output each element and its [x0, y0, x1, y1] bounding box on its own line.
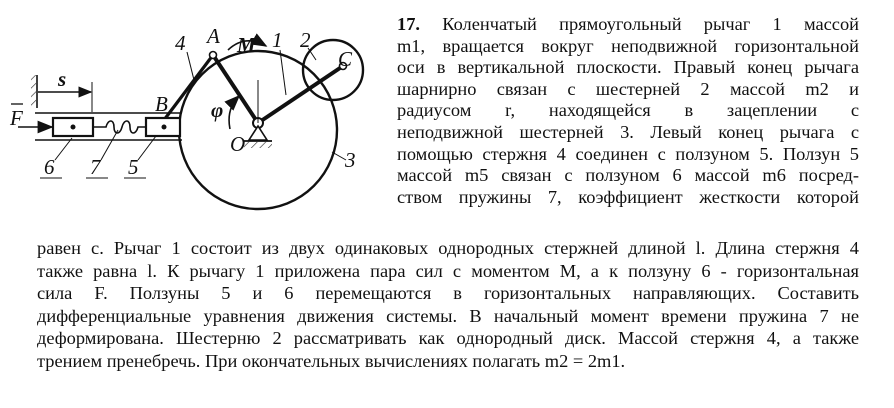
mechanism-diagram [0, 0, 400, 232]
problem-line: равен c. Рычаг 1 состоит из двух одинаковых однородных стержней длиной l. Длина стержня 4 [37, 238, 859, 258]
problem-line: деформирована. Шестерню 2 рассматривать как однородный диск. Массой стержня 4, а также [37, 328, 859, 349]
problem-line: m1, вращается вокруг неподвижной горизонтальной [397, 35, 859, 56]
problem-line: дифференциальные уравнения движения системы. В начальный момент времени пружина 7 не [37, 305, 859, 326]
problem-line: сила F. Ползуны 5 и 6 перемещаются в горизонтальных направляющих. Составить [37, 283, 859, 304]
label-point-c: C [338, 47, 353, 71]
problem-line: неподвижной шестерней 3. Левый конец рычага с [397, 121, 859, 142]
label-point-b: B [155, 92, 168, 116]
label-slider-6: 6 [44, 155, 55, 179]
problem-text-full [37, 237, 859, 373]
problem-line: ством пружины 7, коэффициент жесткости которой [397, 186, 859, 207]
problem-text-right [397, 14, 859, 208]
problem-line: шарнирно связан с шестерней 2 массой m2 и [397, 78, 859, 99]
label-spring-7: 7 [90, 155, 101, 179]
spring-7 [93, 121, 146, 133]
label-angle-phi: φ [211, 98, 224, 122]
label-gear-2: 2 [300, 28, 311, 52]
label-slider-5: 5 [128, 155, 139, 179]
problem-line: массой m5 связан с ползуном 6 массой m6 посред- [397, 165, 859, 186]
pivot-support [249, 126, 267, 140]
problem-line: также равна l. К рычагу 1 приложена пара сил с моментом M, а к ползуну 6 - горизонтальная [37, 260, 859, 281]
problem-number: 17. [397, 14, 420, 34]
label-point-a: A [207, 24, 220, 48]
problem-line: оси в вертикальной плоскости. Правый конец рычага [397, 57, 859, 78]
gear-2 [303, 40, 363, 100]
problem-line: помощью стержня 4 соединен с ползуном 5. Ползун 5 [397, 143, 859, 164]
label-moment-m: M [237, 33, 256, 57]
problem-line: трением пренебречь. При окончательных вычислениях полагать m2 = 2m1. [37, 350, 626, 371]
label-gear-3: 3 [345, 148, 356, 172]
problem-line: Коленчатый прямоугольный рычаг 1 массой [442, 14, 859, 34]
label-force-f: F [10, 106, 23, 130]
label-displacement-s: s [58, 67, 67, 91]
angle-phi-arc [229, 96, 239, 129]
label-rod-4: 4 [175, 31, 186, 55]
label-lever-1: 1 [272, 28, 283, 52]
lever-1-right-rod [258, 66, 343, 123]
label-point-o: O [230, 132, 246, 156]
rod-4 [164, 55, 213, 120]
problem-line: радиусом r, находящейся в зацеплении с [397, 100, 859, 121]
joint-a [210, 52, 217, 59]
